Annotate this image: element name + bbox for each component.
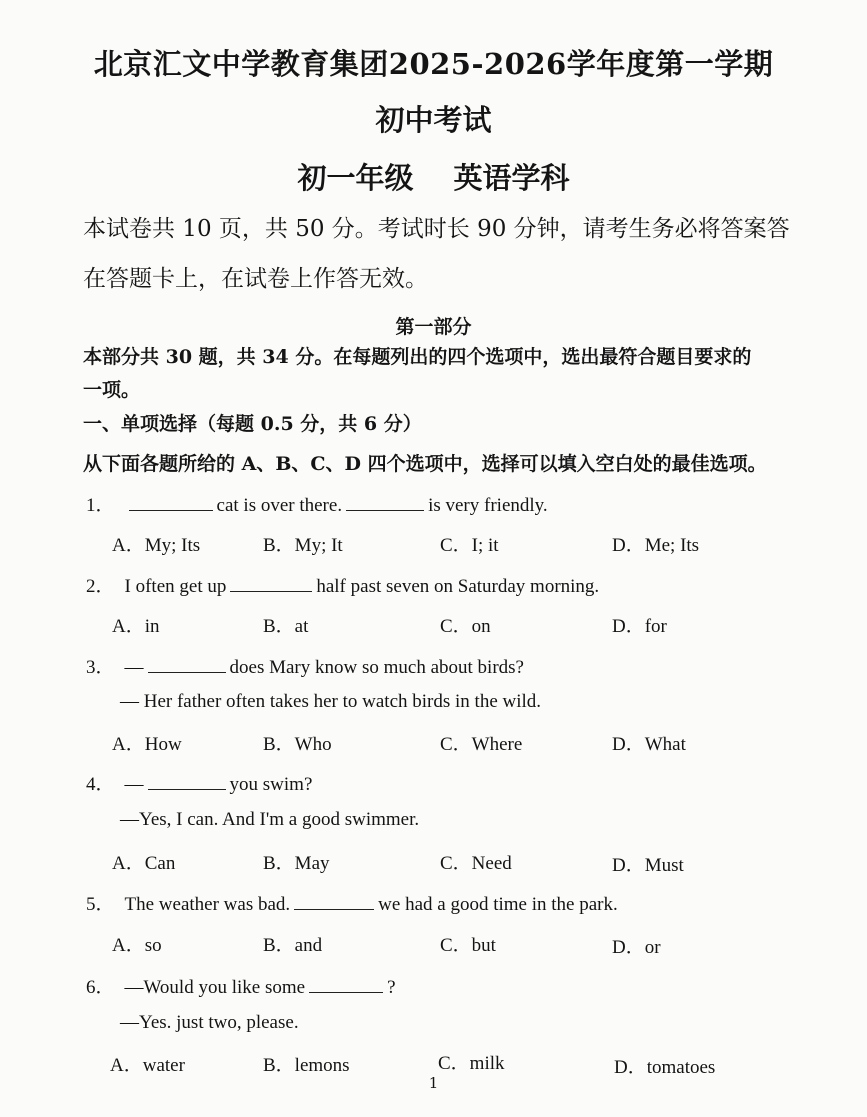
question-2 bbox=[86, 571, 599, 598]
answer-blank bbox=[129, 509, 213, 511]
answer-blank bbox=[230, 590, 312, 592]
option-2c: C．on bbox=[440, 616, 491, 637]
section-instructions: 从下面各题所给的 A、B、C、D 四个选项中，选择可以填入空白处的最佳选项。 bbox=[83, 453, 767, 475]
option-2b: B．at bbox=[263, 616, 309, 637]
option-5d: D．or bbox=[612, 937, 661, 958]
question-6-reply: —Yes. just two, please. bbox=[120, 1012, 299, 1033]
question-text: The weather was bad. bbox=[124, 894, 291, 915]
question-text: we had a good time in the park. bbox=[378, 894, 618, 915]
question-text: ? bbox=[387, 977, 396, 998]
option-5a: A．so bbox=[112, 935, 162, 956]
option-6b: B．lemons bbox=[263, 1055, 350, 1076]
question-1 bbox=[86, 490, 548, 517]
option-6c: C．milk bbox=[438, 1053, 505, 1074]
exam-subtitle: 初中考试 bbox=[375, 103, 492, 137]
option-3c: C．Where bbox=[440, 734, 523, 755]
question-text: — bbox=[124, 774, 144, 795]
part-desc-line-2: 一项。 bbox=[83, 379, 141, 401]
option-3b: B．Who bbox=[263, 734, 332, 755]
question-text: — bbox=[124, 657, 144, 678]
option-6a: A．water bbox=[110, 1055, 185, 1076]
question-4-reply: —Yes, I can. And I'm a good swimmer. bbox=[120, 809, 420, 830]
question-number: 1． bbox=[86, 495, 115, 516]
answer-blank bbox=[309, 991, 383, 993]
intro-line-2: 在答题卡上，在试卷上作答无效。 bbox=[83, 266, 428, 292]
option-4d: D．Must bbox=[612, 855, 684, 876]
grade-label: 初一年级 bbox=[297, 161, 414, 195]
option-6d: D．tomatoes bbox=[614, 1057, 716, 1078]
subject-label: 英语学科 bbox=[453, 161, 570, 195]
option-4b: B．May bbox=[263, 853, 330, 874]
option-3d: D．What bbox=[612, 734, 686, 755]
intro-line-1: 本试卷共 10 页，共 50 分。考试时长 90 分钟，请考生务必将答案答 bbox=[83, 216, 790, 242]
answer-blank bbox=[148, 788, 226, 790]
answer-blank bbox=[148, 671, 226, 673]
question-number: 2． bbox=[86, 576, 115, 597]
question-number: 5． bbox=[86, 894, 115, 915]
section-title: 一、单项选择（每题 0.5 分，共 6 分） bbox=[83, 413, 422, 435]
option-1c: C．I; it bbox=[440, 535, 499, 556]
part-desc-line-1: 本部分共 30 题，共 34 分。在每题列出的四个选项中，选出最符合题目要求的 bbox=[83, 346, 752, 368]
question-3-reply: — Her father often takes her to watch birds in the wild. bbox=[120, 691, 542, 712]
question-text: is very friendly. bbox=[428, 495, 548, 516]
question-text: —Would you like some bbox=[124, 977, 306, 998]
question-number: 6． bbox=[86, 977, 115, 998]
option-4c: C．Need bbox=[440, 853, 512, 874]
option-1a: A．My; Its bbox=[112, 535, 201, 556]
question-4 bbox=[86, 769, 312, 796]
option-5c: C．but bbox=[440, 935, 496, 956]
question-text: half past seven on Saturday morning. bbox=[316, 576, 600, 597]
option-3a: A．How bbox=[112, 734, 182, 755]
option-4a: A．Can bbox=[112, 853, 176, 874]
question-text: you swim? bbox=[229, 774, 313, 795]
question-text: cat is over there. bbox=[216, 495, 343, 516]
answer-blank bbox=[294, 908, 374, 910]
option-5b: B．and bbox=[263, 935, 323, 956]
option-2d: D．for bbox=[612, 616, 667, 637]
question-text: I often get up bbox=[124, 576, 227, 597]
part-heading: 第一部分 bbox=[395, 316, 472, 338]
question-5 bbox=[86, 889, 618, 916]
grade-subject bbox=[0, 156, 867, 197]
question-3 bbox=[86, 652, 524, 679]
option-1d: D．Me; Its bbox=[612, 535, 700, 556]
answer-blank bbox=[346, 509, 424, 511]
question-6 bbox=[86, 972, 396, 999]
exam-title: 北京汇文中学教育集团2025-2026学年度第一学期 bbox=[93, 47, 774, 81]
question-text: does Mary know so much about birds? bbox=[229, 657, 524, 678]
option-1b: B．My; It bbox=[263, 535, 343, 556]
page-number: 1 bbox=[428, 1074, 439, 1092]
option-2a: A．in bbox=[112, 616, 160, 637]
question-number: 4． bbox=[86, 774, 115, 795]
question-number: 3． bbox=[86, 657, 115, 678]
